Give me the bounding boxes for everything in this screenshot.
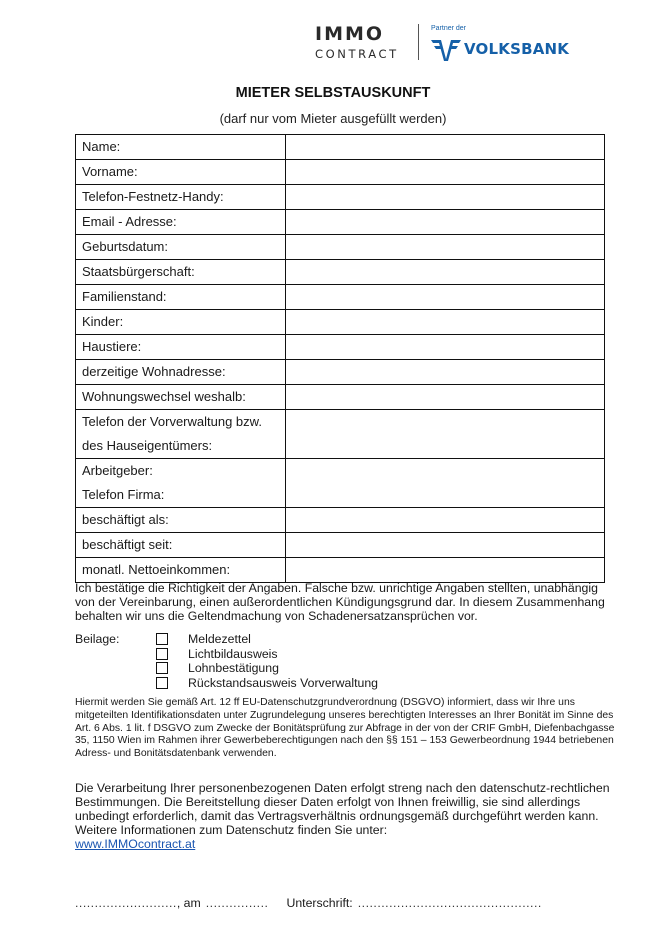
field-label: Telefon-Festnetz-Handy: bbox=[82, 189, 224, 204]
bank-name: VOLKSBANK bbox=[464, 40, 570, 58]
signature-label: Unterschrift: bbox=[286, 896, 353, 910]
form-row bbox=[76, 310, 605, 335]
field-label-cell bbox=[76, 235, 286, 260]
field-label: Familienstand: bbox=[82, 289, 167, 304]
field-value-cell[interactable] bbox=[286, 410, 605, 459]
form-row bbox=[76, 533, 605, 558]
partner-label: Partner der bbox=[431, 25, 467, 32]
form-row bbox=[76, 410, 605, 459]
field-label: beschäftigt als: bbox=[82, 512, 169, 527]
field-label-cell bbox=[76, 410, 286, 459]
field-label-cell bbox=[76, 185, 286, 210]
field-label: Staatsbürgerschaft: bbox=[82, 264, 195, 279]
field-value-cell[interactable] bbox=[286, 360, 605, 385]
field-value-cell[interactable] bbox=[286, 135, 605, 160]
attachment-item-rueckstandsausweis bbox=[156, 676, 378, 691]
checkbox-lichtbildausweis[interactable] bbox=[156, 648, 168, 660]
field-value-cell[interactable] bbox=[286, 385, 605, 410]
attachments-label: Beilage: bbox=[75, 632, 120, 646]
attachment-label: Lohnbestätigung bbox=[188, 661, 279, 676]
field-label: Vorname: bbox=[82, 164, 138, 179]
attachment-label: Rückstandsausweis Vorverwaltung bbox=[188, 675, 379, 690]
field-label-cell bbox=[76, 260, 286, 285]
attachments-list bbox=[156, 632, 378, 690]
field-value-cell[interactable] bbox=[286, 185, 605, 210]
page-subtitle: (darf nur vom Mieter ausgefüllt werden) bbox=[219, 111, 447, 126]
field-label: Email - Adresse: bbox=[82, 214, 177, 229]
checkbox-rueckstandsausweis[interactable] bbox=[156, 677, 168, 689]
form-row bbox=[76, 185, 605, 210]
field-value-cell[interactable] bbox=[286, 210, 605, 235]
form-row bbox=[76, 335, 605, 360]
signature-line bbox=[75, 896, 542, 910]
form-row bbox=[76, 235, 605, 260]
field-label-cell bbox=[76, 135, 286, 160]
form-row bbox=[76, 385, 605, 410]
field-label-cell bbox=[76, 558, 286, 583]
form-row bbox=[76, 508, 605, 533]
field-label: Name: bbox=[82, 139, 121, 154]
field-label-cell bbox=[76, 310, 286, 335]
field-label: Telefon der Vorverwaltung bzw. bbox=[82, 414, 262, 429]
form-row bbox=[76, 558, 605, 583]
am-label: , am bbox=[176, 896, 201, 910]
logo-contract-text: CONTRACT bbox=[315, 47, 399, 61]
field-label: Kinder: bbox=[82, 314, 124, 329]
field-label: Wohnungswechsel weshalb: bbox=[82, 389, 246, 404]
field-label-cell bbox=[76, 335, 286, 360]
confirmation-text: Ich bestätige die Richtigkeit der Angaben. Falsche bzw. unrichtige Angaben stellten, unabhängig von der Vereinbarung, einen außerordentlichen Kündigungsgrund dar. In diesem Zusammenhang behalten wir uns die Geltendmachung von Schadenersatzansprüchen vor. bbox=[75, 581, 605, 623]
field-value-cell[interactable] bbox=[286, 260, 605, 285]
date-field[interactable]: ................ bbox=[205, 896, 269, 910]
field-label-cell bbox=[76, 533, 286, 558]
field-value-cell[interactable] bbox=[286, 335, 605, 360]
page-title: MIETER SELBSTAUSKUNFT bbox=[235, 85, 431, 101]
checkbox-meldezettel[interactable] bbox=[156, 633, 168, 645]
field-value-cell[interactable] bbox=[286, 508, 605, 533]
field-label: monatl. Nettoeinkommen: bbox=[82, 562, 231, 577]
field-label: Arbeitgeber: bbox=[82, 463, 153, 478]
form-row bbox=[76, 285, 605, 310]
privacy-link[interactable]: www.IMMOcontract.at bbox=[75, 837, 196, 851]
field-value-cell[interactable] bbox=[286, 558, 605, 583]
form-row bbox=[76, 260, 605, 285]
form-row bbox=[76, 135, 605, 160]
field-label: Geburtsdatum: bbox=[82, 239, 168, 254]
tenant-info-table bbox=[75, 134, 605, 583]
field-label: beschäftigt seit: bbox=[82, 537, 173, 552]
attachment-item-lichtbildausweis bbox=[156, 647, 378, 662]
checkbox-lohnbestaetigung[interactable] bbox=[156, 662, 168, 674]
form-row bbox=[76, 360, 605, 385]
field-label-cell bbox=[76, 160, 286, 185]
field-label-cell bbox=[76, 285, 286, 310]
field-value-cell[interactable] bbox=[286, 235, 605, 260]
field-value-cell[interactable] bbox=[286, 459, 605, 508]
volksbank-logo bbox=[431, 24, 569, 61]
attachment-label: Meldezettel bbox=[188, 632, 251, 647]
field-value-cell[interactable] bbox=[286, 285, 605, 310]
field-value-cell[interactable] bbox=[286, 310, 605, 335]
field-label-cell bbox=[76, 459, 286, 508]
field-label-cell bbox=[76, 360, 286, 385]
dsgvo-text: Hiermit werden Sie gemäß Art. 12 ff EU-Datenschutzgrundverordnung (DSGVO) informiert, dass wir Ihre uns mitgeteilten Identifikationsdaten unter Zugrundelegung unseres berechtigten Interesses an Ihrer Bonität im Sinne des Art. 6 Abs. 1 lit. f DSGVO zum Zwecke der Bonitätsprüfung zur Abfrage in der von der CRIF GmbH, Diefenbachgasse 35, 1150 Wien im Rahmen ihrer Gewerbeberechtigungen nach den §§ 151 – 153 Gewerbeordnung 1944 betriebenen Adress- und Bonitätsdatenbank verwenden. bbox=[75, 697, 615, 760]
privacy-block bbox=[75, 781, 615, 851]
logo-divider bbox=[418, 24, 419, 60]
field-label-cell bbox=[76, 385, 286, 410]
signature-field[interactable]: ............................................... bbox=[357, 896, 542, 910]
field-value-cell[interactable] bbox=[286, 160, 605, 185]
attachment-item-lohnbestaetigung bbox=[156, 661, 378, 676]
immo-contract-logo bbox=[315, 24, 407, 61]
form-row bbox=[76, 160, 605, 185]
attachment-label: Lichtbildausweis bbox=[188, 646, 278, 661]
form-row bbox=[76, 210, 605, 235]
attachment-item-meldezettel bbox=[156, 632, 378, 647]
field-label-cell bbox=[76, 508, 286, 533]
field-label-cell bbox=[76, 210, 286, 235]
form-row bbox=[76, 459, 605, 508]
place-field[interactable]: .......................... bbox=[75, 896, 177, 910]
privacy-text: Die Verarbeitung Ihrer personenbezogenen Daten erfolgt streng nach den datenschutz-rechtlichen Bestimmungen. Die Bereitstellung dieser Daten erfolgt von Ihnen freiwillig, sie sind allerdings unbedingt erforderlich, damit das Vertragsverhältnis ordnungsgemäß durchgeführt werden kann. Weitere Informationen zum Datenschutz finden Sie unter: bbox=[75, 781, 610, 837]
field-value-cell[interactable] bbox=[286, 533, 605, 558]
field-label: Telefon Firma: bbox=[82, 487, 165, 502]
volksbank-emblem-icon bbox=[431, 37, 461, 61]
field-label: derzeitige Wohnadresse: bbox=[82, 364, 226, 379]
field-label: Haustiere: bbox=[82, 339, 142, 354]
field-label: des Hauseigentümers: bbox=[82, 438, 213, 453]
logo-immo-text: IMMO bbox=[315, 23, 385, 45]
